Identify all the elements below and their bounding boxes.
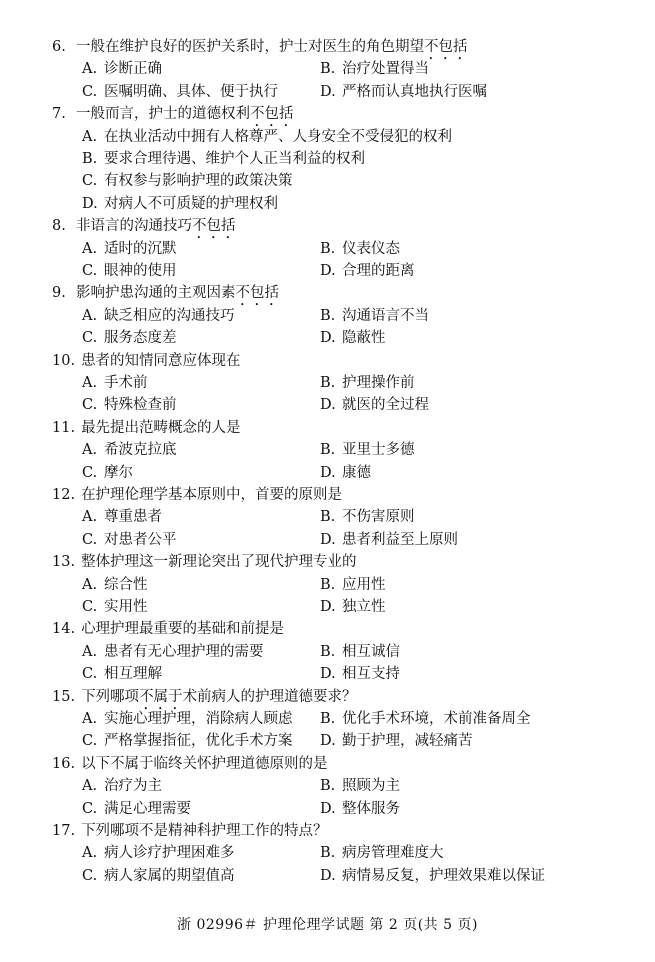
option-letter: C. (82, 733, 98, 750)
option-text: 实用性 (104, 599, 148, 615)
option-letter: B. (320, 643, 336, 660)
option-letter: D. (320, 397, 336, 414)
option-letter: D. (320, 83, 336, 100)
option-d (320, 663, 400, 685)
option-letter: A. (82, 576, 98, 593)
option-text: 整体服务 (342, 800, 400, 817)
option-letter: D. (320, 263, 336, 279)
option-letter: A. (82, 61, 98, 78)
option-text: 相互支持 (342, 666, 400, 683)
option-a (82, 574, 148, 596)
option-a (82, 842, 235, 864)
option-letter: B. (82, 151, 98, 167)
option-text: 希波克拉底 (104, 442, 177, 459)
option-b (320, 58, 429, 80)
question-number: 9. (52, 285, 66, 302)
option-a (82, 238, 177, 260)
question-number: 13. (52, 554, 76, 571)
option-text: 勤于护理，减轻痛苦 (342, 733, 473, 750)
option-text: 实施心理护理，消除病人顾虑 (104, 711, 293, 727)
option-letter: D. (320, 867, 336, 884)
option-text: 亚里士多德 (342, 442, 415, 459)
option-text: 诊断正确 (104, 61, 162, 78)
option-text: 治疗为主 (104, 778, 162, 795)
option-text: 医嘱明确、具体、便于执行 (104, 83, 278, 100)
option-text: 服务态度差 (104, 330, 177, 347)
question-number: 17. (52, 823, 76, 839)
emphasized-keyword: 不属于 (139, 688, 183, 705)
option-text: 缺乏相应的沟通技巧 (104, 307, 235, 324)
option-letter: D. (320, 531, 336, 548)
option-letter: A. (82, 128, 98, 145)
option-letter: C. (82, 263, 98, 279)
stem-text: 心理护理最重要的基础和前提是 (81, 621, 285, 638)
option-text: 在执业活动中拥有人格尊严、人身安全不受侵犯的权利 (104, 128, 452, 145)
option-text: 手术前 (104, 375, 148, 391)
stem-text: 非语言的沟通技巧 (76, 218, 192, 235)
question-number: 6. (52, 39, 66, 55)
option-letter: D. (320, 800, 336, 817)
option-text: 眼神的使用 (104, 263, 177, 279)
option-c (82, 596, 148, 618)
question-stem (52, 215, 236, 237)
option-d (320, 81, 487, 103)
question-stem (52, 103, 294, 125)
stem-text: 一般而言，护士的道德权利 (76, 106, 250, 123)
option-c (82, 327, 177, 349)
option-c (82, 865, 235, 887)
question-stem (52, 282, 279, 304)
question-number: 15. (52, 688, 76, 705)
option-text: 有权参与影响护理的政策决策 (104, 173, 293, 190)
option-text: 治疗处置得当 (342, 61, 429, 78)
question-stem (52, 484, 342, 506)
option-letter: C. (82, 800, 98, 817)
question-number: 10. (52, 352, 76, 369)
option-b (320, 372, 415, 394)
option-d (82, 193, 278, 215)
option-text: 要求合理待遇、维护个人正当利益的权利 (104, 151, 365, 167)
option-b (320, 775, 400, 797)
option-text: 摩尔 (104, 464, 133, 481)
option-d (320, 596, 386, 618)
option-letter: A. (82, 375, 98, 391)
option-text: 患者有无心理护理的需要 (104, 643, 264, 660)
stem-text: 影响护患沟通的主观因素 (76, 285, 236, 302)
option-letter: C. (82, 599, 98, 615)
option-b (320, 842, 444, 864)
option-c (82, 730, 293, 752)
question-stem (52, 820, 328, 842)
option-d (320, 260, 415, 282)
option-text: 综合性 (104, 576, 148, 593)
emphasized-keyword: 不包括 (250, 106, 294, 123)
option-letter: C. (82, 83, 98, 100)
option-c (82, 798, 191, 820)
emphasized-keyword: 不包括 (235, 285, 279, 302)
option-text: 对患者公平 (104, 531, 177, 548)
option-b (320, 506, 415, 528)
option-d (320, 798, 400, 820)
option-letter: A. (82, 240, 98, 257)
option-b (320, 708, 531, 730)
option-a (82, 506, 162, 528)
question-stem (52, 618, 284, 640)
option-a (82, 439, 177, 461)
option-d (320, 865, 545, 887)
question-stem (52, 36, 468, 58)
option-d (320, 529, 458, 551)
option-text: 病人家属的期望值高 (104, 867, 235, 884)
option-letter: B. (320, 307, 336, 324)
option-text: 尊重患者 (104, 509, 162, 526)
option-letter: A. (82, 307, 98, 324)
option-text: 独立性 (342, 599, 386, 615)
option-letter: C. (82, 531, 98, 548)
option-text: 相互诚信 (342, 643, 400, 660)
option-letter: C. (82, 397, 98, 414)
emphasized-keyword: 不包括 (424, 39, 468, 55)
option-text: 优化手术环境，术前准备周全 (342, 711, 531, 727)
option-letter: B. (320, 240, 336, 257)
option-b (320, 305, 429, 327)
option-letter: B. (320, 375, 336, 391)
option-letter: B. (320, 778, 336, 795)
question-number: 11. (52, 419, 76, 436)
option-a (82, 641, 264, 663)
option-text: 康德 (342, 464, 371, 481)
option-c (82, 170, 293, 192)
option-text: 严格而认真地执行医嘱 (342, 83, 487, 100)
option-letter: C. (82, 330, 98, 347)
question-number: 8. (52, 218, 66, 235)
page-footer: 浙 02996＃ 护理伦理学试题 第 2 页(共 5 页) (177, 917, 478, 933)
option-letter: C. (82, 666, 98, 683)
option-letter: A. (82, 509, 98, 526)
option-letter: B. (320, 442, 336, 459)
question-number: 7. (52, 106, 66, 123)
option-b (320, 238, 400, 260)
stem-text: 下列哪项 (81, 688, 140, 705)
option-letter: A. (82, 845, 98, 862)
option-letter: A. (82, 778, 98, 795)
option-text: 病房管理难度大 (342, 845, 444, 862)
option-text: 仪表仪态 (342, 240, 400, 257)
option-letter: D. (320, 330, 336, 347)
option-letter: B. (320, 845, 336, 862)
stem-text: 一般在维护良好的医护关系时，护士对医生的角色期望 (76, 39, 424, 55)
option-letter: D. (320, 733, 336, 750)
option-letter: B. (320, 61, 336, 78)
option-d (320, 327, 386, 349)
option-c (82, 81, 278, 103)
stem-text: 患者的知情同意应体现在 (81, 352, 241, 369)
option-letter: D. (320, 666, 336, 683)
option-letter: A. (82, 711, 98, 727)
option-c (82, 462, 133, 484)
option-a (82, 372, 148, 394)
option-c (82, 394, 177, 416)
question-number: 14. (52, 621, 76, 638)
option-c (82, 529, 177, 551)
option-text: 沟通语言不当 (342, 307, 429, 324)
option-letter: D. (320, 599, 336, 615)
option-c (82, 260, 177, 282)
option-text: 合理的距离 (342, 263, 415, 279)
option-text: 照顾为主 (342, 778, 400, 795)
option-b (320, 439, 415, 461)
option-letter: A. (82, 442, 98, 459)
option-a (82, 305, 235, 327)
question-stem (52, 753, 328, 775)
question-number: 16. (52, 755, 76, 772)
option-letter: B. (320, 576, 336, 593)
option-d (320, 394, 429, 416)
option-b (82, 148, 365, 170)
stem-text: 整体护理这一新理论突出了现代护理专业的 (81, 554, 357, 571)
option-text: 不伤害原则 (342, 509, 415, 526)
stem-text: 以下不属于临终关怀护理道德原则的是 (81, 755, 328, 772)
stem-text: 术前病人的护理道德要求？ (182, 688, 357, 705)
option-d (320, 730, 473, 752)
question-number: 12. (52, 487, 76, 503)
option-text: 病人诊疗护理困难多 (104, 845, 235, 862)
stem-text: 下列哪项不是精神科护理工作的特点？ (81, 823, 328, 839)
option-a (82, 58, 162, 80)
option-text: 适时的沉默 (104, 240, 177, 257)
option-text: 病情易反复，护理效果难以保证 (342, 867, 545, 884)
option-letter: B. (320, 711, 336, 727)
stem-text: 最先提出范畴概念的人是 (81, 419, 241, 436)
option-letter: A. (82, 643, 98, 660)
option-c (82, 663, 162, 685)
option-a (82, 708, 293, 730)
option-text: 护理操作前 (342, 375, 415, 391)
question-stem (52, 417, 241, 439)
question-stem (52, 551, 357, 573)
stem-text: 在护理伦理学基本原则中，首要的原则是 (81, 487, 343, 503)
option-letter: D. (82, 195, 98, 212)
option-letter: B. (320, 509, 336, 526)
option-text: 隐蔽性 (342, 330, 386, 347)
option-text: 对病人不可质疑的护理权利 (104, 195, 278, 212)
option-letter: C. (82, 867, 98, 884)
option-text: 就医的全过程 (342, 397, 429, 414)
option-text: 严格掌握指征，优化手术方案 (104, 733, 293, 750)
option-a (82, 126, 452, 148)
option-b (320, 574, 386, 596)
option-text: 应用性 (342, 576, 386, 593)
option-text: 相互理解 (104, 666, 162, 683)
option-d (320, 462, 371, 484)
emphasized-keyword: 不包括 (192, 218, 236, 235)
option-letter: C. (82, 464, 98, 481)
option-a (82, 775, 162, 797)
option-letter: D. (320, 464, 336, 481)
option-b (320, 641, 400, 663)
option-letter: C. (82, 173, 98, 190)
option-text: 患者利益至上原则 (342, 531, 458, 548)
question-stem (52, 350, 241, 372)
option-text: 满足心理需要 (104, 800, 191, 817)
option-text: 特殊检查前 (104, 397, 177, 414)
question-stem (52, 686, 357, 708)
